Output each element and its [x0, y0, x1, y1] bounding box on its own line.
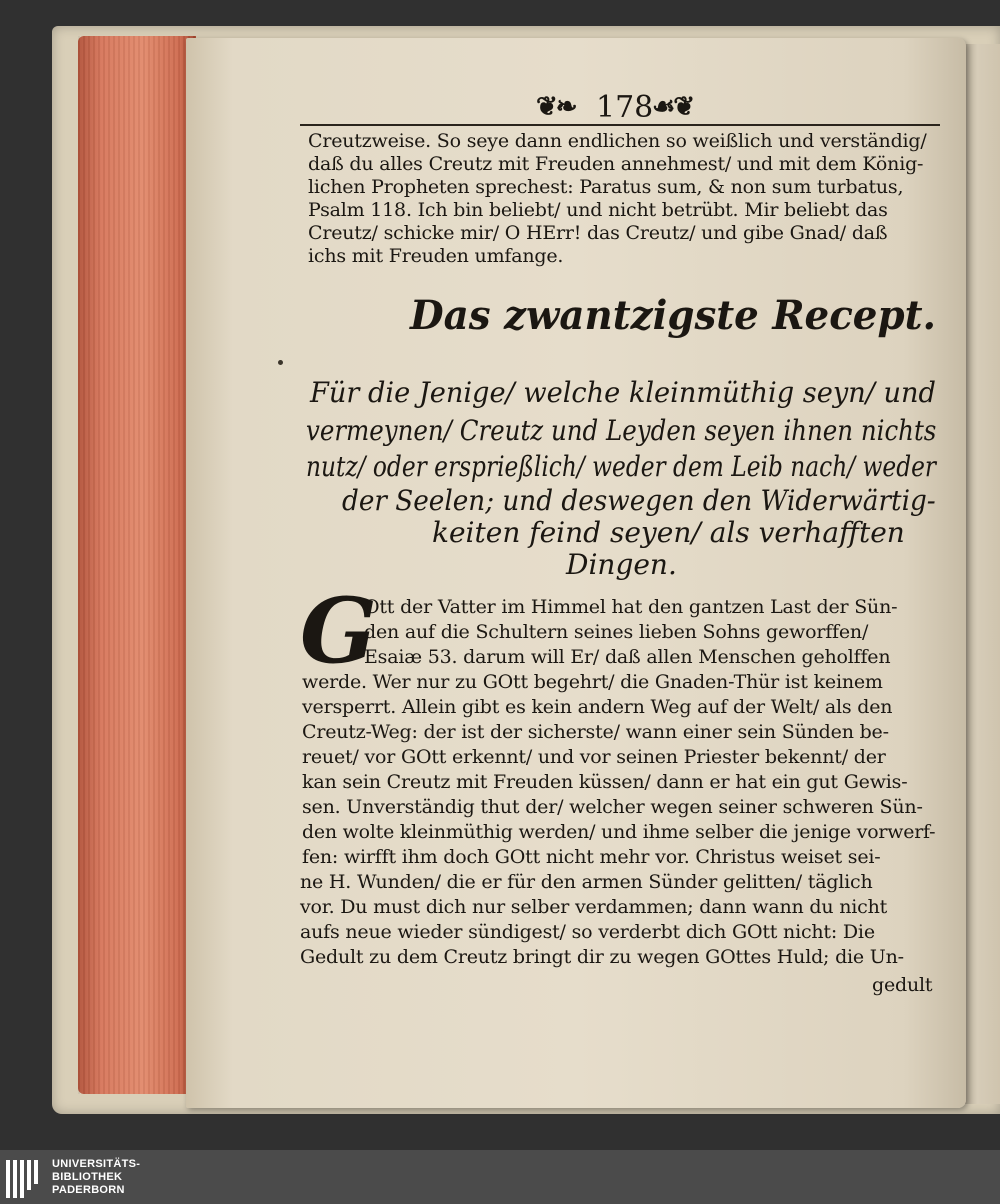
- paragraph-line: fen: wirfft ihm doch GOtt nicht mehr vor. Christus weiset sei-: [302, 846, 881, 868]
- continuation-line: lichen Propheten sprechest: Paratus sum, & non sum turbatus,: [308, 176, 904, 198]
- paragraph-line: Ott der Vatter im Himmel hat den gantzen Last der Sün-: [364, 596, 898, 618]
- ornament-right-icon: ☙❦: [652, 92, 694, 122]
- subtitle-line: Dingen.: [566, 548, 677, 581]
- paragraph-line: reuet/ vor GOtt erkennt/ und vor seinen Priester bekennt/ der: [302, 746, 886, 768]
- subtitle-line: Für die Jenige/ welche kleinmüthig seyn/ und: [310, 376, 936, 409]
- paragraph-line: den wolte kleinmüthig werden/ und ihme selber die jenige vorwerf-: [302, 821, 936, 843]
- paragraph-line: sen. Unverständig thut der/ welcher wegen seiner schweren Sün-: [302, 796, 923, 818]
- continuation-line: daß du alles Creutz mit Freuden annehmest/ und mit dem König-: [308, 153, 924, 175]
- paragraph-line: Gedult zu dem Creutz bringt dir zu wegen GOttes Huld; die Un-: [300, 946, 904, 968]
- facing-page-edge: [962, 44, 1000, 1104]
- continuation-line: ichs mit Freuden umfange.: [308, 245, 564, 267]
- continuation-line: Creutzweise. So seye dann endlichen so weißlich und verständig/: [308, 130, 927, 152]
- section-title: Das zwantzigste Recept.: [410, 292, 936, 339]
- paragraph-line: versperrt. Allein gibt es kein andern Weg auf der Welt/ als den: [302, 696, 893, 718]
- paragraph-line: den auf die Schultern seines lieben Sohns geworffen/: [364, 621, 869, 643]
- running-head: [300, 92, 940, 126]
- paragraph-line: vor. Du must dich nur selber verdammen; dann wann du nicht: [300, 896, 888, 918]
- page-number: 178: [596, 90, 654, 125]
- subtitle-line: keiten feind seyen/ als verhafften: [432, 516, 905, 549]
- paragraph-line: ne H. Wunden/ die er für den armen Sünder gelitten/ täglich: [300, 871, 873, 893]
- library-footer: [0, 1150, 1000, 1204]
- drop-cap: G: [300, 578, 377, 684]
- continuation-line: Psalm 118. Ich bin beliebt/ und nicht betrübt. Mir beliebt das: [308, 199, 888, 221]
- subtitle-line: vermeynen/ Creutz und Leyden seyen ihnen nichts: [306, 414, 937, 447]
- paragraph-line: Creutz-Weg: der ist der sicherste/ wann einer sein Sünden be-: [302, 721, 889, 743]
- paragraph-line: kan sein Creutz mit Freuden küssen/ dann er hat ein gut Gewis-: [302, 771, 908, 793]
- library-name-line1: UNIVERSITÄTS-: [52, 1158, 141, 1170]
- library-logo-icon: [6, 1160, 44, 1198]
- library-name-line3: PADERBORN: [52, 1184, 125, 1196]
- margin-mark: [278, 360, 283, 365]
- library-name-line2: BIBLIOTHEK: [52, 1171, 123, 1183]
- paragraph-line: aufs neue wieder sündigest/ so verderbt dich GOtt nicht: Die: [300, 921, 875, 943]
- catchword: gedult: [872, 974, 933, 996]
- subtitle-line: nutz/ oder ersprießlich/ weder dem Leib nach/ weder: [306, 450, 937, 483]
- paragraph-line: Esaiæ 53. darum will Er/ daß allen Menschen geholffen: [364, 646, 891, 668]
- ornament-left-icon: ❦❧: [536, 92, 576, 122]
- head-rule: [300, 124, 940, 126]
- paragraph-line: werde. Wer nur zu GOtt begehrt/ die Gnaden-Thür ist keinem: [302, 671, 883, 693]
- subtitle-line: der Seelen; und deswegen den Widerwärtig-: [342, 484, 936, 517]
- continuation-line: Creutz/ schicke mir/ O HErr! das Creutz/ und gibe Gnad/ daß: [308, 222, 888, 244]
- red-page-edges: [78, 36, 196, 1094]
